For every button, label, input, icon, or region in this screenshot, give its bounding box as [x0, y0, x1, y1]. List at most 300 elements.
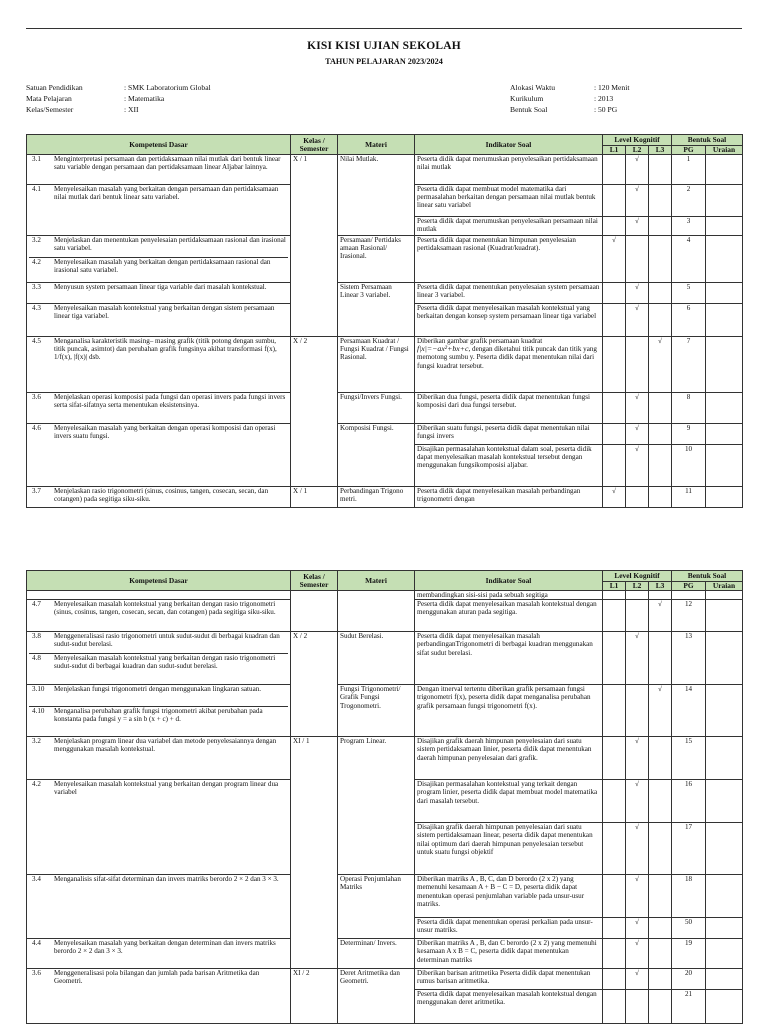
materi-cell: Perbandingan Trigono metri. [338, 487, 415, 508]
l2-check: √ [626, 737, 649, 780]
materi-cell: Persamaan/ Pertidaks amaan Rasional/ Irasional. [338, 236, 415, 283]
kd-number: 4.1 [32, 185, 41, 193]
l3-cell [649, 236, 672, 283]
table-row [27, 236, 743, 283]
pg-number: 3 [672, 217, 706, 236]
kd-cell [27, 393, 291, 424]
uraian-cell [706, 283, 743, 304]
l1-cell [603, 337, 626, 393]
pg-number: 10 [672, 445, 706, 487]
header-level-kognitif: Level Kognitif [603, 571, 672, 582]
kd-cell [27, 445, 291, 487]
kd-number: 3.4 [32, 875, 41, 884]
materi-cell [338, 918, 415, 939]
header-bentuk-soal: Bentuk Soal [672, 135, 743, 146]
meta-label: Kurikulum [510, 94, 544, 103]
l3-check: √ [649, 600, 672, 632]
pg-number: 2 [672, 185, 706, 217]
table-row [27, 304, 743, 337]
header-kompetensi-dasar: Kompetensi Dasar [27, 571, 291, 591]
materi-cell [338, 304, 415, 337]
l2-check: √ [626, 185, 649, 217]
kd-text: Menyelesaikan masalah yang berkaitan dengan persamaan dan pertidaksamaan nilai mutlak dari bentuk linear satu variabel. [54, 185, 279, 202]
indikator-cell: Diberikan matriks A , B, dan C berordo (2 x 2) yang memenuhi kesamaan A x B = C, peserta didik dapat menentukan determinan matriks [415, 939, 603, 969]
kd-text: Menyelesaikan masalah kontekstual yang berkaitan dengan rasio trigonometri (sinus, cosinus, tangen, cosecan, secan, dan cotangen) pada segitiga siku-siku. [54, 600, 276, 617]
l1-cell [603, 823, 626, 875]
l2-cell [626, 600, 649, 632]
kd-text: Menganalisis sifat-sifat determinan dan invers matriks berordo 2 × 2 dan 3 × 3. [54, 875, 279, 884]
l2-cell [626, 685, 649, 737]
l3-cell [649, 445, 672, 487]
indikator-text: Diberikan gambar grafik persamaan kuadrat [417, 337, 543, 345]
l2-check: √ [626, 939, 649, 969]
l2-cell [626, 591, 649, 600]
kd-text: Menyelesaikan masalah kontekstual yang berkaitan dengan rasio trigonometri sudut-sudut di berbagai kuadran dan sudut-sudut berelasi. [54, 654, 276, 671]
kd-cell [27, 823, 291, 875]
table-row [27, 487, 743, 508]
header-pg: PG [672, 146, 706, 155]
kd-number: 3.10 [32, 685, 45, 694]
uraian-cell [706, 780, 743, 823]
uraian-cell [706, 337, 743, 393]
kd-cell [27, 236, 291, 283]
l2-check: √ [626, 393, 649, 424]
kd-number: 3.2 [32, 737, 41, 746]
pg-number: 17 [672, 823, 706, 875]
kd-number: 3.8 [32, 632, 41, 641]
pg-number: 13 [672, 632, 706, 685]
kd-number: 4.10 [32, 707, 45, 716]
meta-label: Kelas/Semester [26, 105, 74, 114]
uraian-cell [706, 217, 743, 236]
table-row [27, 337, 743, 393]
table-row [27, 283, 743, 304]
kd-text: Menyelesaikan masalah yang berkaitan dengan operasi komposisi dan operasi invers suatu fungsi. [54, 424, 276, 441]
kd-cell [27, 185, 291, 217]
table-row [27, 185, 743, 217]
quadratic-formula: f|x|=−ax²+bx+c [417, 344, 469, 354]
materi-cell [338, 217, 415, 236]
materi-cell [338, 600, 415, 632]
table-row [27, 875, 743, 918]
pg-number: 8 [672, 393, 706, 424]
indikator-cell: Disajikan permasalahan kontekstual dalam soal, peserta didik dapat menyelesaikan masalah kontekstual tersebut dengan menggunakan fungsikomposisi aljabar. [415, 445, 603, 487]
indikator-cell: Diberikan gambar grafik persamaan kuadrat f|x|=−ax²+bx+c, dengan diketahui titik puncak dan titik yang memotong sumbu y. Peserta didik dapat menentukan nilai dari fungsi kuadrat tersebut. [415, 337, 603, 393]
indikator-cell: Diberikan suatu fungsi, peserta didik dapat menentukan nilai fungsi invers [415, 424, 603, 445]
indikator-cell: Peserta didik dapat menentukan operasi perkalian pada unsur-unsur matriks. [415, 918, 603, 939]
kd-number: 3.6 [32, 969, 41, 978]
kisi-table-page-2 [26, 570, 743, 1024]
kelas-cell [291, 990, 338, 1024]
kd-number: 4.2 [32, 258, 41, 266]
l2-cell [626, 990, 649, 1024]
l3-cell [649, 875, 672, 918]
l1-cell [603, 591, 626, 600]
l3-cell [649, 304, 672, 337]
kd-text: Menjelaskan operasi komposisi pada fungsi dan operasi invers pada fungsi invers serta sifat-sifatnya serta menentukan eksistensinya. [54, 393, 286, 410]
table-row [27, 780, 743, 823]
header-l1: L1 [603, 582, 626, 591]
indikator-cell: Peserta didik dapat menyelesaikan masalah perbandingan trigonometri dengan [415, 487, 603, 508]
l2-cell [626, 487, 649, 508]
l2-check: √ [626, 875, 649, 918]
l2-check: √ [626, 918, 649, 939]
meta-label: Mata Pelajaran [26, 94, 72, 103]
meta-value: : XII [124, 105, 139, 114]
header-indikator-soal: Indikator Soal [415, 135, 603, 155]
kd-cell [27, 990, 291, 1024]
materi-cell: Sudut Berelasi. [338, 632, 415, 685]
kd-cell [27, 780, 291, 823]
document-page-2 [0, 568, 768, 1024]
kd-cell [27, 591, 291, 600]
uraian-cell [706, 393, 743, 424]
meta-label: Alokasi Waktu [510, 83, 556, 92]
l2-check: √ [626, 445, 649, 487]
header-kelas-semester: Kelas / Semester [291, 571, 338, 591]
pg-number: 5 [672, 283, 706, 304]
meta-value: : SMK Laboratorium Global [124, 83, 211, 92]
indikator-cell: Disajikan permasalahan kontekstual yang terkait dengan program linier, peserta didik dapat membuat model matematika dari masalah tersebut. [415, 780, 603, 823]
header-uraian: Uraian [706, 146, 743, 155]
indikator-cell: Peserta didik dapat menentukan himpunan penyelesaian pertidaksamaan rasional (Kuadrat/kuadrat). [415, 236, 603, 283]
pg-number: 50 [672, 918, 706, 939]
kd-cell [27, 487, 291, 508]
kd-number: 3.2 [32, 236, 41, 244]
l1-cell [603, 875, 626, 918]
kelas-cell: X / 1 [291, 487, 338, 508]
l3-cell [649, 283, 672, 304]
pg-number: 6 [672, 304, 706, 337]
kisi-table-page-1 [26, 134, 743, 508]
l2-check: √ [626, 424, 649, 445]
kelas-cell [291, 685, 338, 737]
kd-cell [27, 632, 291, 685]
meta-value: : 120 Menit [594, 83, 630, 92]
kd-text: Menginterpretasi persamaan dan pertidaksamaan nilai mutlak dari bentuk linear satu variable dengan persamaan dan pertidaksamaan linear Aljabar lainnya. [54, 155, 281, 172]
l1-cell [603, 969, 626, 990]
indikator-cell: Disajikan grafik daerah himpunan penyelesaian dari suatu sistem pertidaksamaan linier, peserta didik dapat menentukan daerah himpunan penyelesaian dari grafik. [415, 737, 603, 780]
kd-number: 3.6 [32, 393, 41, 401]
l3-cell [649, 939, 672, 969]
uraian-cell [706, 737, 743, 780]
materi-cell [338, 591, 415, 600]
materi-cell: Sistem Persamaan Linear 3 variabel. [338, 283, 415, 304]
pg-number: 7 [672, 337, 706, 393]
uraian-cell [706, 632, 743, 685]
indikator-cell: Disajikan grafik daerah himpunan penyelesaian dari suatu sistem pertidaksamaan linear, peserta didik dapat menentukan nilai optimum dari daerah himpunan penyelesaian tersebut untuk suatu fungsi objektif [415, 823, 603, 875]
kd-cell [27, 155, 291, 185]
table-row [27, 823, 743, 875]
header-l3: L3 [649, 582, 672, 591]
uraian-cell [706, 685, 743, 737]
kelas-cell: X / 2 [291, 632, 338, 685]
table-row [27, 737, 743, 780]
header-l2: L2 [626, 582, 649, 591]
l1-cell [603, 990, 626, 1024]
uraian-cell [706, 591, 743, 600]
document-title: KISI KISI UJIAN SEKOLAH [307, 40, 461, 52]
pg-number: 19 [672, 939, 706, 969]
l2-check: √ [626, 283, 649, 304]
kelas-cell [291, 236, 338, 283]
kd-text: Menyelesaikan masalah kontekstual yang berkaitan dengan sistem persamaan linear tiga variabel. [54, 304, 275, 321]
l3-cell [649, 487, 672, 508]
l1-cell [603, 185, 626, 217]
kelas-cell: X / 1 [291, 155, 338, 185]
kelas-cell [291, 217, 338, 236]
l3-cell [649, 591, 672, 600]
indikator-cell: Peserta didik dapat menyelesaikan masalah kontekstual yang berkaitan dengan konsep system persamaan linear tiga variabel [415, 304, 603, 337]
l2-check: √ [626, 217, 649, 236]
table-row [27, 155, 743, 185]
materi-cell: Komposisi Fungsi. [338, 424, 415, 445]
pg-number: 21 [672, 990, 706, 1024]
kd-number: 4.3 [32, 304, 41, 312]
kd-number: 4.8 [32, 654, 41, 663]
uraian-cell [706, 424, 743, 445]
kelas-cell [291, 185, 338, 217]
pg-number: 15 [672, 737, 706, 780]
pg-number: 20 [672, 969, 706, 990]
meta-label: Satuan Pendidikan [26, 83, 83, 92]
top-rule [26, 28, 742, 29]
header-uraian: Uraian [706, 582, 743, 591]
kd-text: Menjelaskan rasio trigonometri (sinus, cosinus, tangen, cosecan, secan, dan cotangen) pada segitiga siku-siku. [54, 487, 269, 504]
kd-cell [27, 939, 291, 969]
kd-number: 4.5 [32, 337, 41, 345]
l2-check: √ [626, 632, 649, 685]
pg-cell [672, 591, 706, 600]
header-l3: L3 [649, 146, 672, 155]
kelas-cell [291, 918, 338, 939]
kd-text: Menganalisa perubahan grafik fungsi trigonometri akibat perubahan pada konstanta pada fungsi y = a sin b (x + c) + d. [54, 707, 263, 724]
kelas-cell [291, 600, 338, 632]
indikator-cell: Peserta didik dapat merumuskan penyelesaikan pertidaksamaan nilai mutlak [415, 155, 603, 185]
materi-cell [338, 990, 415, 1024]
l3-cell [649, 737, 672, 780]
kelas-cell [291, 424, 338, 445]
materi-cell [338, 445, 415, 487]
kd-cell [27, 918, 291, 939]
uraian-cell [706, 918, 743, 939]
l3-cell [649, 217, 672, 236]
meta-label: Bentuk Soal [510, 105, 548, 114]
l3-cell [649, 185, 672, 217]
l2-check: √ [626, 780, 649, 823]
kd-text: Menggeneralisasi pola bilangan dan jumlah pada barisan Aritmetika dan Geometri. [54, 969, 260, 986]
meta-value: : 50 PG [594, 105, 618, 114]
indikator-cell: Diberikan matriks A , B, C, dan D berordo (2 x 2) yang memenuhi kesamaan A + B − C = D, peserta didik dapat menentukan operasi penjumlahan variable pada unsur-usur matriks. [415, 875, 603, 918]
pg-number: 4 [672, 236, 706, 283]
uraian-cell [706, 969, 743, 990]
kd-number: 4.4 [32, 939, 41, 948]
kd-cell [27, 875, 291, 918]
l3-cell [649, 155, 672, 185]
l3-cell [649, 632, 672, 685]
uraian-cell [706, 155, 743, 185]
kelas-cell [291, 939, 338, 969]
materi-cell [338, 823, 415, 875]
uraian-cell [706, 487, 743, 508]
table-row [27, 591, 743, 600]
kd-number: 3.3 [32, 283, 41, 291]
l3-cell [649, 780, 672, 823]
kd-cell [27, 304, 291, 337]
kd-cell [27, 337, 291, 393]
indikator-cell: Peserta didik dapat menentukan penyelesaian system persamaan linear 3 variabel. [415, 283, 603, 304]
table-row [27, 632, 743, 685]
uraian-cell [706, 600, 743, 632]
kelas-cell: X / 2 [291, 337, 338, 393]
kd-number: 4.7 [32, 600, 41, 609]
header-l1: L1 [603, 146, 626, 155]
l1-cell [603, 155, 626, 185]
kelas-cell: XI / 2 [291, 969, 338, 990]
l1-cell [603, 600, 626, 632]
table-row [27, 217, 743, 236]
kd-text: Menyelesaikan masalah kontekstual yang berkaitan dengan program linear dua variabel [54, 780, 279, 797]
l2-check: √ [626, 969, 649, 990]
l2-check: √ [626, 823, 649, 875]
materi-cell: Operasi Penjumlahan Matriks [338, 875, 415, 918]
l3-cell [649, 918, 672, 939]
table-row [27, 685, 743, 737]
l1-cell [603, 737, 626, 780]
kd-text: Menyelesaikan masalah yang berkaitan dengan pertidaksamaan rasional dan irasional satu variabel. [54, 258, 271, 275]
indikator-text: dengan diketahui titik puncak dan titik yang memotong sumbu y. Peserta didik dapat menentukan nilai dari fungsi kuadrat tersebut. [417, 345, 597, 370]
header-level-kognitif: Level Kognitif [603, 135, 672, 146]
pg-number: 1 [672, 155, 706, 185]
materi-cell: Nilai Mutlak. [338, 155, 415, 185]
table-row [27, 918, 743, 939]
table-row [27, 424, 743, 445]
kelas-cell [291, 445, 338, 487]
header-kompetensi-dasar: Kompetensi Dasar [27, 135, 291, 155]
kelas-cell [291, 780, 338, 823]
kd-cell [27, 737, 291, 780]
pg-number: 18 [672, 875, 706, 918]
uraian-cell [706, 304, 743, 337]
indikator-cell: Diberikan barisan aritmetika Peserta didik dapat menentukan rumus barisan aritmetika. [415, 969, 603, 990]
l3-cell [649, 823, 672, 875]
l1-cell [603, 283, 626, 304]
table-row [27, 969, 743, 990]
meta-left [26, 82, 211, 115]
indikator-cell: Peserta didik dapat menyelesaikan masalah kontekstual dengan menggunakan aturan pada segitiga. [415, 600, 603, 632]
l1-cell [603, 304, 626, 337]
l2-check: √ [626, 155, 649, 185]
materi-cell: Fungsi/Invers Fungsi. [338, 393, 415, 424]
kd-cell [27, 600, 291, 632]
kelas-cell: XI / 1 [291, 737, 338, 780]
materi-cell: Fungsi Trigonometri/ Grafik Fungsi Trogonometri. [338, 685, 415, 737]
table-row [27, 600, 743, 632]
table-row [27, 445, 743, 487]
table-row [27, 990, 743, 1024]
kd-text: Menjelaskan dan menentukan penyelesaian pertidaksamaan rasional dan irasional satu variabel. [54, 236, 286, 253]
l3-cell [649, 990, 672, 1024]
l3-cell [649, 969, 672, 990]
kd-number: 3.7 [32, 487, 41, 495]
l3-cell [649, 393, 672, 424]
l2-check: √ [626, 304, 649, 337]
uraian-cell [706, 990, 743, 1024]
l1-cell [603, 632, 626, 685]
uraian-cell [706, 236, 743, 283]
kelas-cell [291, 591, 338, 600]
l3-cell [649, 424, 672, 445]
indikator-cell: Dengan itnerval tertentu diberikan grafik persamaan fungsi trigonometri f(x), peserta didik dapat menganalisa perubahan grafik persamaan fungsi trigonometri f(x). [415, 685, 603, 737]
l1-cell [603, 939, 626, 969]
uraian-cell [706, 875, 743, 918]
kd-text: Menjelaskan fungsi trigonometri dengan menggunakan lingkaran satuan. [54, 685, 262, 694]
kelas-cell [291, 823, 338, 875]
l2-cell [626, 337, 649, 393]
indikator-cell: Peserta didik dapat menyelesaikan masalah perbandinganTrigonometri di berbagai kuadran menggunakan sifat sudut berelasi. [415, 632, 603, 685]
pg-number: 14 [672, 685, 706, 737]
l1-cell [603, 424, 626, 445]
kd-cell [27, 283, 291, 304]
kelas-cell [291, 875, 338, 918]
header-l2: L2 [626, 146, 649, 155]
l2-cell [626, 236, 649, 283]
pg-number: 12 [672, 600, 706, 632]
kelas-cell [291, 393, 338, 424]
kd-cell [27, 217, 291, 236]
uraian-cell [706, 939, 743, 969]
kd-text: Menjelaskan program linear dua variabel dan metode penyelesaiannya dengan menggunakan masalah kontekstual. [54, 737, 277, 754]
l1-cell [603, 780, 626, 823]
header-materi: Materi [338, 135, 415, 155]
header-materi: Materi [338, 571, 415, 591]
kd-text: Menggeneralisasi rasio trigonometri untuk sudut-sudut di berbagai kuadran dan sudut-sudut berelasi. [54, 632, 280, 649]
meta-value: : Matematika [124, 94, 165, 103]
materi-cell: Deret Aritmetika dan Geometri. [338, 969, 415, 990]
document-subtitle: TAHUN PELAJARAN 2023/2024 [325, 57, 443, 66]
meta-value: : 2013 [594, 94, 614, 103]
l1-cell [603, 217, 626, 236]
l3-check: √ [649, 685, 672, 737]
materi-cell [338, 780, 415, 823]
uraian-cell [706, 823, 743, 875]
header-kelas-semester: Kelas / Semester [291, 135, 338, 155]
indikator-cell: Peserta didik dapat merumuskan penyelesaikan persamaan nilai mutlak [415, 217, 603, 236]
kd-text: Menganalisa karakteristik masing– masing grafik (titik potong dengan sumbu, titik puncak, asimtot) dan perubahan grafik fungsinya akibat transformasi f(x), 1/f(x), |f(x)| dsb. [54, 337, 277, 362]
uraian-cell [706, 185, 743, 217]
indikator-cell: membandingkan sisi-sisi pada sebuah segitiga [415, 591, 603, 600]
kelas-cell [291, 283, 338, 304]
meta-right [510, 82, 629, 115]
materi-cell: Program Linear. [338, 737, 415, 780]
table-row [27, 939, 743, 969]
kd-cell [27, 969, 291, 990]
l1-cell [603, 393, 626, 424]
indikator-cell: Peserta didik dapat membuat model matematika dari permasalahan berkaitan dengan persamaan nilai mutlak bentuk linear satu variabel [415, 185, 603, 217]
header-bentuk-soal: Bentuk Soal [672, 571, 743, 582]
kd-number: 3.1 [32, 155, 41, 163]
kd-number: 4.6 [32, 424, 41, 432]
page-gap [0, 548, 768, 568]
materi-cell: Determinan/ Invers. [338, 939, 415, 969]
l1-cell [603, 918, 626, 939]
kd-text: Menyusun system persamaan linear tiga variable dari masalah kontekstual. [54, 283, 267, 291]
kd-text: Menyelesaikan masalah yang berkaitan dengan determinan dan invers matriks berordo 2 × 2 dan 3 × 3. [54, 939, 276, 956]
indikator-cell: Diberikan dua fungsi, peserta didik dapat menentukan fungsi komposisi dari dua fungsi tersebut. [415, 393, 603, 424]
l1-check: √ [603, 236, 626, 283]
l1-cell [603, 685, 626, 737]
pg-number: 11 [672, 487, 706, 508]
